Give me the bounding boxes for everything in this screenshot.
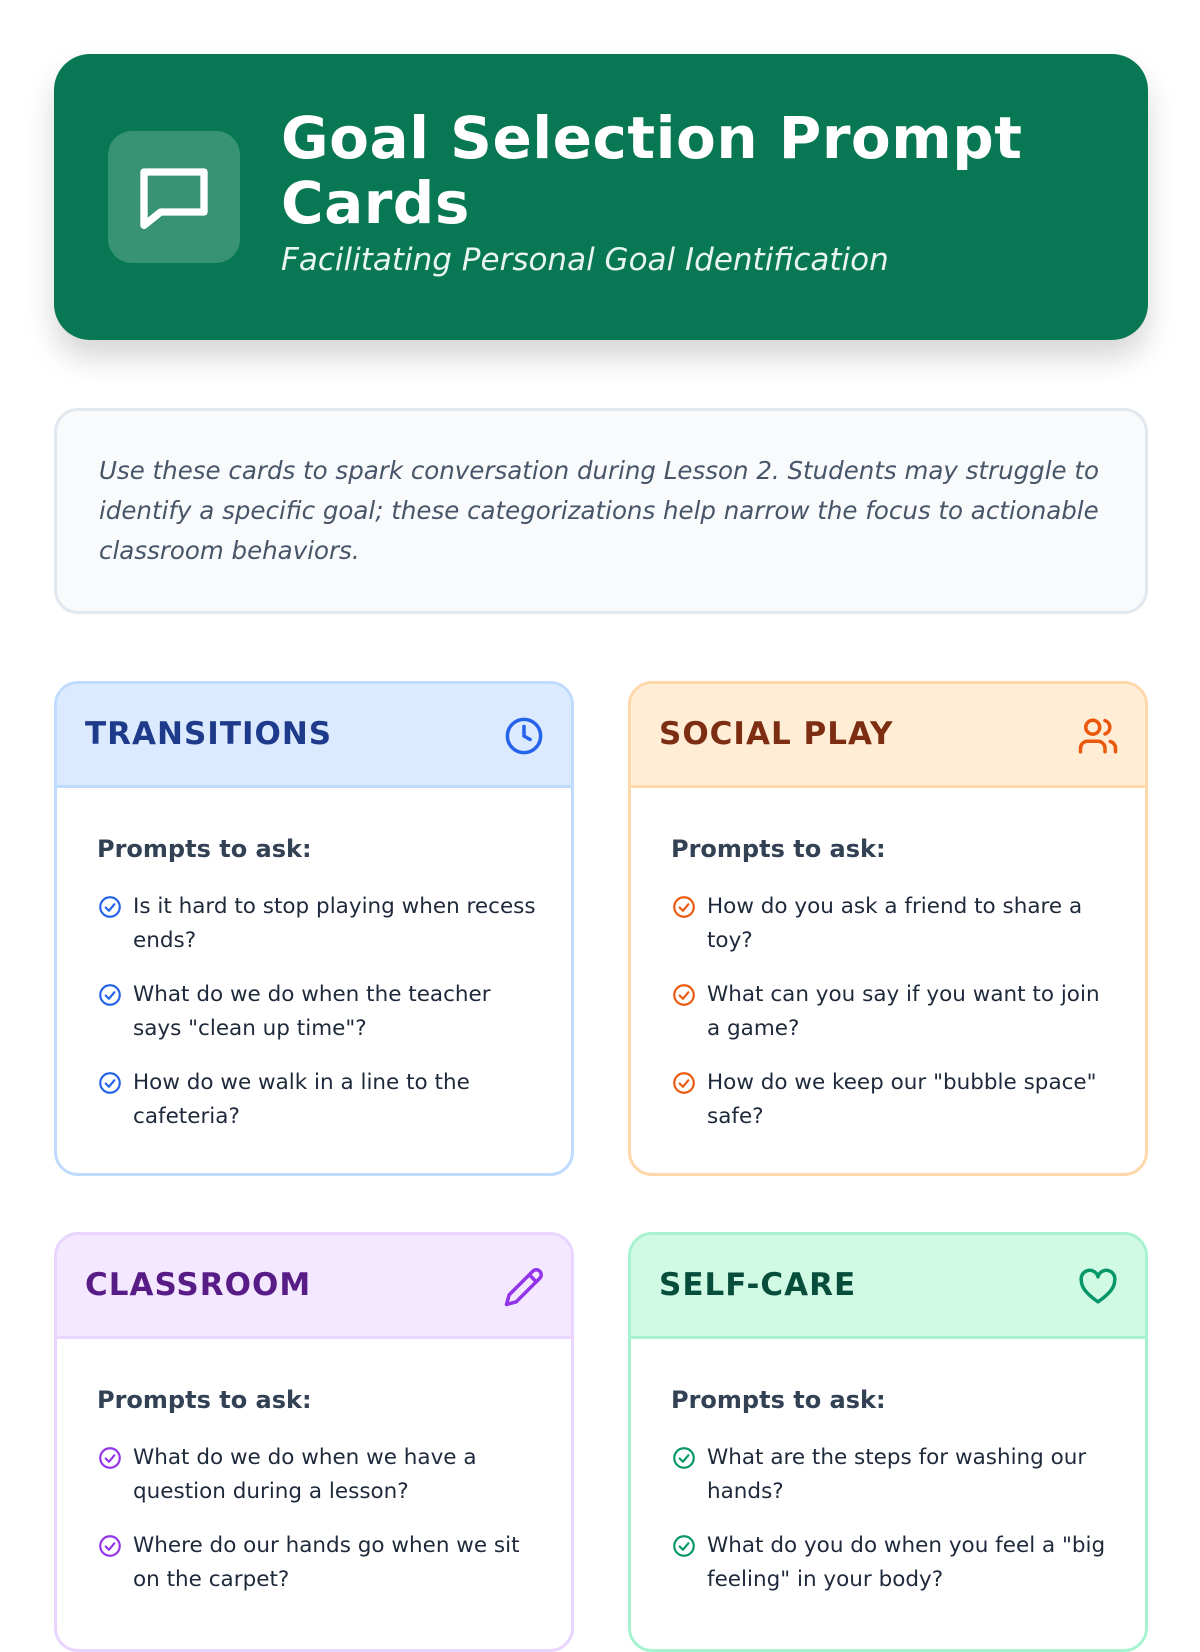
card-header [57, 684, 571, 788]
check-circle-icon [97, 982, 123, 1008]
prompt-text: What are the steps for washing our hands? [707, 1445, 1087, 1504]
page-title: Goal Selection Prompt Cards [281, 104, 1023, 237]
intro-box [54, 408, 1148, 614]
prompt-text: How do you ask a friend to share a toy? [707, 894, 1083, 953]
list-item [97, 1441, 541, 1509]
prompt-text: How do we keep our "bubble space" safe? [707, 1070, 1097, 1129]
list-item [97, 978, 541, 1046]
card-header [631, 684, 1145, 788]
prompt-label: Prompts to ask: [671, 835, 886, 863]
prompt-text: Where do our hands go when we sit on the carpet? [133, 1533, 520, 1592]
prompt-text: What do we do when we have a question during a lesson? [133, 1445, 477, 1504]
clock-icon [503, 715, 545, 757]
prompt-label: Prompts to ask: [97, 835, 312, 863]
card-social-play [628, 681, 1148, 1176]
list-item [97, 1066, 541, 1134]
prompt-text: What do you do when you feel a "big feeling" in your body? [707, 1533, 1106, 1592]
list-item [671, 1441, 1115, 1509]
list-item [97, 1529, 541, 1597]
card-header [631, 1235, 1145, 1339]
check-circle-icon [97, 1533, 123, 1559]
card-classroom [54, 1232, 574, 1652]
prompt-label: Prompts to ask: [671, 1386, 886, 1414]
header-banner [54, 54, 1148, 340]
card-title: SELF-CARE [659, 1267, 857, 1303]
prompt-list [97, 1441, 541, 1597]
list-item [671, 1529, 1115, 1597]
card-transitions [54, 681, 574, 1176]
prompt-text: How do we walk in a line to the cafeteria? [133, 1070, 470, 1129]
prompt-list [97, 890, 541, 1134]
prompt-text: Is it hard to stop playing when recess ends? [133, 894, 536, 953]
card-title: TRANSITIONS [85, 716, 333, 752]
list-item [671, 978, 1115, 1046]
message-square-icon [134, 157, 214, 237]
list-item [671, 1066, 1115, 1134]
card-title: CLASSROOM [85, 1267, 312, 1303]
users-icon [1077, 715, 1119, 757]
card-self-care [628, 1232, 1148, 1652]
prompt-list [671, 890, 1115, 1134]
heart-icon [1077, 1266, 1119, 1308]
page-subtitle: Facilitating Personal Goal Identification [281, 242, 889, 278]
pencil-icon [503, 1266, 545, 1308]
check-circle-icon [671, 1070, 697, 1096]
prompt-text: What can you say if you want to join a game? [707, 982, 1100, 1041]
prompt-list [671, 1441, 1115, 1597]
intro-text: Use these cards to spark conversation during Lesson 2. Students may struggle to identify a specific goal; these categorizations help narrow the focus to actionable classroom behaviors. [99, 456, 1099, 565]
check-circle-icon [671, 894, 697, 920]
check-circle-icon [671, 1445, 697, 1471]
prompt-label: Prompts to ask: [97, 1386, 312, 1414]
check-circle-icon [671, 1533, 697, 1559]
check-circle-icon [97, 894, 123, 920]
check-circle-icon [97, 1445, 123, 1471]
card-header [57, 1235, 571, 1339]
list-item [97, 890, 541, 958]
check-circle-icon [97, 1070, 123, 1096]
card-title: SOCIAL PLAY [659, 716, 894, 752]
header-icon-box [108, 131, 240, 263]
list-item [671, 890, 1115, 958]
prompt-text: What do we do when the teacher says "clean up time"? [133, 982, 491, 1041]
check-circle-icon [671, 982, 697, 1008]
